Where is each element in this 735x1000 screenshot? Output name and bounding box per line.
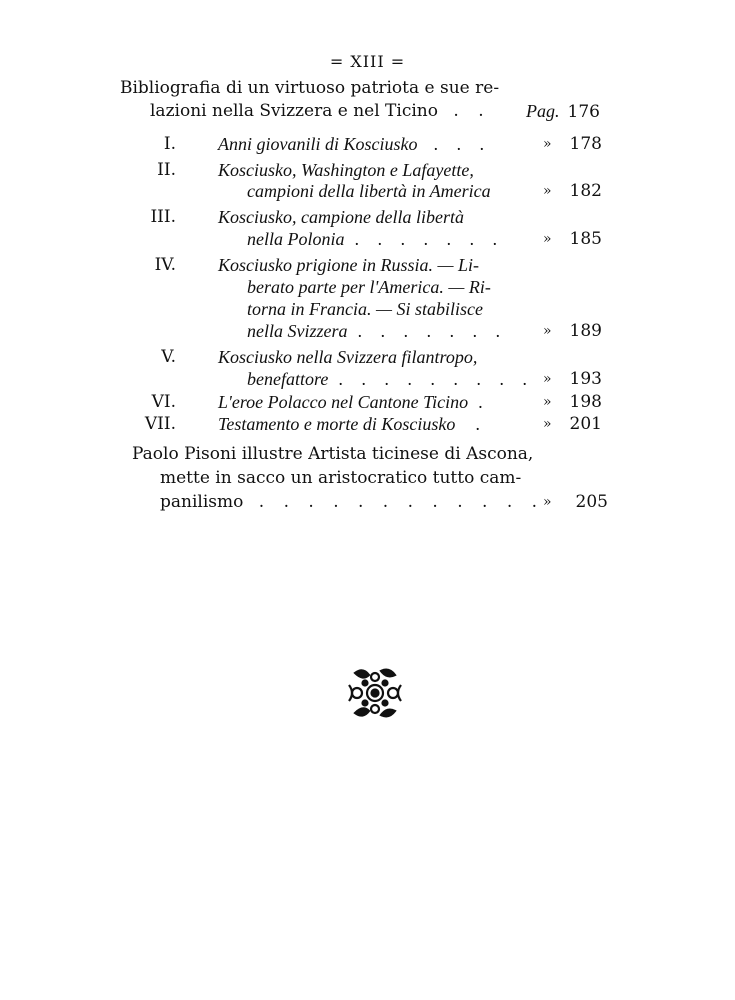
chapter-numeral: VI. (151, 392, 176, 412)
chapter-title-line (247, 320, 508, 342)
leader-mark: » (543, 183, 552, 199)
chapter-title-line: Kosciusko, Washington e Lafayette, (218, 160, 474, 180)
pisoni-entry-line-1: Paolo Pisoni illustre Artista ticinese di Ascona, (132, 444, 534, 464)
leader-mark: » (543, 371, 552, 387)
bibliography-title-line-2 (150, 100, 491, 122)
chapter-title-line: Kosciusko nella Svizzera filantropo, (218, 347, 478, 367)
leader-mark: » (543, 136, 552, 152)
leader-mark: » (543, 494, 552, 510)
chapter-title-text: nella Polonia (247, 229, 345, 249)
chapter-title-line (247, 228, 505, 250)
page-value: 176 (567, 102, 600, 122)
chapter-page: 178 (569, 134, 602, 154)
chapter-title-line: campioni della libertà in America (247, 181, 491, 201)
chapter-title-text: L'eroe Polacco nel Cantone Ticino (218, 392, 469, 412)
leader-dots: . . . (434, 134, 492, 154)
chapter-title-text: Anni giovanili di Kosciusko (218, 134, 418, 154)
pisoni-page: 205 (575, 492, 608, 512)
leader-dots: . . . . . . . (358, 321, 508, 341)
pisoni-entry-line-2: mette in sacco un aristocratico tutto cam- (160, 468, 522, 488)
leader-dots: . . . . . . . (355, 229, 505, 249)
leader-dots: . (475, 414, 488, 434)
chapter-page: 201 (569, 414, 602, 434)
chapter-page: 182 (569, 181, 602, 201)
chapter-title-line: Kosciusko prigione in Russia. — Li- (218, 255, 480, 275)
pisoni-entry-text: panilismo (160, 492, 244, 512)
chapter-page: 193 (569, 369, 602, 389)
leader-mark: » (543, 416, 552, 432)
chapter-title-line (218, 133, 492, 155)
chapter-numeral: II. (157, 160, 176, 180)
chapter-title-line: torna in Francia. — Si stabilisce (247, 299, 483, 319)
chapter-title-line: berato parte per l'America. — Ri- (247, 277, 491, 297)
chapter-page: 198 (569, 392, 602, 412)
chapter-title-text: Testamento e morte di Kosciusko (218, 414, 456, 434)
page-number: = XIII = (329, 52, 406, 71)
bibliography-title-line-1: Bibliografia di un virtuoso patriota e sue re- (120, 78, 500, 98)
leader-dots: . . . . . . . . . . . . (258, 492, 545, 512)
leader-dots: . (478, 392, 491, 412)
chapter-title-line (218, 413, 487, 435)
leader-mark: » (543, 323, 552, 339)
bibliography-page (500, 100, 600, 123)
bibliography-title-text: lazioni nella Svizzera e nel Ticino (150, 101, 438, 121)
chapter-numeral: I. (163, 134, 176, 154)
chapter-numeral: VII. (144, 414, 176, 434)
leader-mark: » (543, 231, 552, 247)
chapter-title-text: nella Svizzera (247, 321, 348, 341)
leader-dots: . . (453, 101, 491, 121)
leader-dots: . . . . . . . . . (338, 369, 535, 389)
chapter-title-line (218, 391, 490, 413)
chapter-page: 189 (569, 321, 602, 341)
page-label: Pag. (526, 101, 560, 121)
leader-mark: » (543, 394, 552, 410)
chapter-title-text: benefattore (247, 369, 329, 389)
pisoni-entry-line-3 (160, 491, 544, 513)
chapter-numeral: III. (150, 207, 176, 227)
chapter-numeral: IV. (154, 255, 176, 275)
chapter-page: 185 (569, 229, 602, 249)
floral-vignette-icon (345, 663, 405, 723)
chapter-title-line (247, 368, 534, 390)
chapter-title-line: Kosciusko, campione della libertà (218, 207, 464, 227)
chapter-numeral: V. (161, 347, 176, 367)
